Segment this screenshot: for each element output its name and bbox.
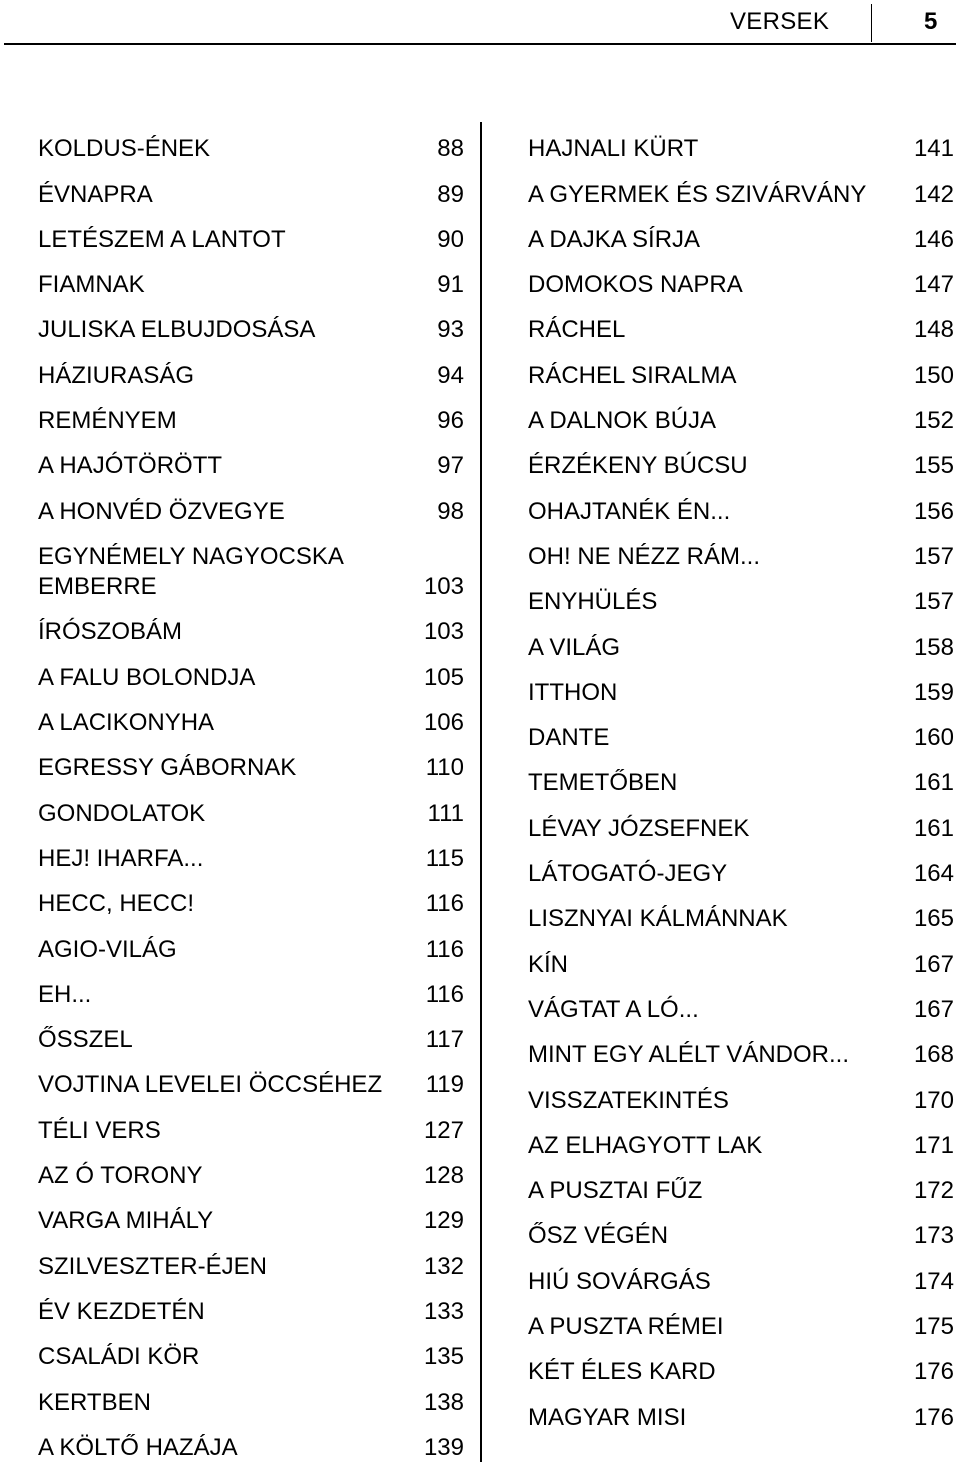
toc-entry-page: 157 xyxy=(913,542,954,570)
toc-entry-page: 141 xyxy=(913,135,954,163)
toc-entry-title: REMÉNYEM xyxy=(38,407,177,435)
toc-entry-page: 160 xyxy=(913,724,954,752)
toc-entry-title: AGIO-VILÁG xyxy=(38,935,177,963)
toc-entry-page: 161 xyxy=(913,814,954,842)
toc-entry[interactable] xyxy=(38,391,464,436)
toc-entry[interactable] xyxy=(528,164,954,209)
toc-entry-title: LISZNYAI KÁLMÁNNAK xyxy=(528,905,788,933)
toc-entry-title: ÉVNAPRA xyxy=(38,180,153,208)
toc-entry-title: DOMOKOS NAPRA xyxy=(528,271,743,299)
toc-entry-page: 129 xyxy=(423,1207,464,1235)
toc-entry[interactable] xyxy=(38,874,464,919)
toc-entry[interactable] xyxy=(528,617,954,662)
toc-entry-title: ŐSSZEL xyxy=(38,1026,133,1054)
toc-entry-title: KERTBEN xyxy=(38,1388,151,1416)
toc-entry-page: 91 xyxy=(437,271,464,299)
toc-entry-title: A PUSZTA RÉMEI xyxy=(528,1313,724,1341)
toc-entry-title: DANTE xyxy=(528,724,610,752)
toc-entry-title: LÁTOGATÓ-JEGY xyxy=(528,860,728,888)
toc-entry-title: ENYHÜLÉS xyxy=(528,588,658,616)
toc-entry[interactable] xyxy=(528,300,954,345)
toc-entry-title: ŐSZ VÉGÉN xyxy=(528,1222,669,1250)
toc-entry-title: MAGYAR MISI xyxy=(528,1403,687,1431)
toc-entry[interactable] xyxy=(38,481,464,526)
toc-entry-page: 110 xyxy=(425,754,464,782)
toc-entry-title: EGYNÉMELY NAGYOCSKA EMBERRE xyxy=(38,543,344,601)
toc-entry-page: 117 xyxy=(425,1026,464,1054)
toc-entry-title: ITTHON xyxy=(528,678,618,706)
toc-entry-title: HAJNALI KÜRT xyxy=(528,135,699,163)
toc-entry-page: 119 xyxy=(425,1071,464,1099)
toc-entry-title: VÁGTAT A LÓ... xyxy=(528,995,699,1023)
toc-entry-title: KOLDUS-ÉNEK xyxy=(38,135,211,163)
toc-entry-page: 139 xyxy=(423,1433,464,1461)
toc-entry-title: A DAJKA SÍRJA xyxy=(528,225,701,253)
toc-entry[interactable] xyxy=(528,844,954,889)
toc-entry-page: 97 xyxy=(437,452,464,480)
toc-entry-title: SZILVESZTER-ÉJEN xyxy=(38,1252,267,1280)
toc-entry-page: 93 xyxy=(437,316,464,344)
toc-entry[interactable] xyxy=(38,1282,464,1327)
toc-entry[interactable] xyxy=(528,798,954,843)
toc-entry-page: 171 xyxy=(913,1131,954,1159)
toc-entry[interactable] xyxy=(38,164,464,209)
toc-entry-page: 174 xyxy=(913,1267,954,1295)
toc-entry-page: 176 xyxy=(913,1403,954,1431)
toc-entry-page: 142 xyxy=(913,180,954,208)
toc-entry[interactable] xyxy=(528,1387,954,1432)
toc-entry-page: 103 xyxy=(423,573,464,601)
toc-entry-title: HECC, HECC! xyxy=(38,890,195,918)
toc-entry-page: 111 xyxy=(427,799,464,827)
toc-entry[interactable] xyxy=(38,738,464,783)
toc-entry-page: 88 xyxy=(437,135,464,163)
toc-entry-page: 173 xyxy=(913,1222,954,1250)
toc-entry-page: 133 xyxy=(423,1297,464,1325)
section-title: VERSEK xyxy=(730,8,830,35)
toc-entry-title: A GYERMEK ÉS SZIVÁRVÁNY xyxy=(528,180,867,208)
toc-entry-title: TEMETŐBEN xyxy=(528,769,678,797)
toc-entry[interactable] xyxy=(528,708,954,753)
toc-entry[interactable] xyxy=(528,436,954,481)
toc-entry-title: VISSZATEKINTÉS xyxy=(528,1086,729,1114)
toc-entry-page: 94 xyxy=(437,361,464,389)
toc-entry-title: OH! NE NÉZZ RÁM... xyxy=(528,542,761,570)
page-header xyxy=(0,0,960,46)
toc-entry-page: 135 xyxy=(423,1343,464,1371)
toc-entry-title: TÉLI VERS xyxy=(38,1116,161,1144)
toc-entry[interactable] xyxy=(528,1025,954,1070)
toc-entry-title: ÉRZÉKENY BÚCSU xyxy=(528,452,748,480)
toc-entry-page: 165 xyxy=(913,905,954,933)
toc-entry-page: 152 xyxy=(913,407,954,435)
toc-entry-title: A LACIKONYHA xyxy=(38,709,215,737)
toc-entry-page: 157 xyxy=(913,588,954,616)
toc-entry-title: A VILÁG xyxy=(528,633,621,661)
toc-entry-page: 128 xyxy=(423,1162,464,1190)
toc-entry-page: 158 xyxy=(913,633,954,661)
toc-entry-page: 146 xyxy=(913,225,954,253)
toc-entry[interactable] xyxy=(528,980,954,1025)
toc-entry[interactable] xyxy=(528,1342,954,1387)
toc-entry-title: KÍN xyxy=(528,950,569,978)
toc-entry-page: 103 xyxy=(423,618,464,646)
toc-entry[interactable] xyxy=(38,119,464,164)
column-divider xyxy=(480,122,482,1462)
toc-entry-page: 98 xyxy=(437,497,464,525)
toc-entry[interactable] xyxy=(528,889,954,934)
toc-entry-title: VARGA MIHÁLY xyxy=(38,1207,214,1235)
toc-entry-title: A HONVÉD ÖZVEGYE xyxy=(38,497,285,525)
toc-entry-title: HEJ! IHARFA... xyxy=(38,844,204,872)
toc-entry[interactable] xyxy=(528,345,954,390)
toc-entry-title: RÁCHEL SIRALMA xyxy=(528,361,737,389)
toc-entry-page: 106 xyxy=(423,709,464,737)
toc-column-right xyxy=(528,119,954,1433)
toc-entry[interactable] xyxy=(528,572,954,617)
toc-entry-title: ÉV KEZDETÉN xyxy=(38,1297,205,1325)
toc-entry-title: VOJTINA LEVELEI ÖCCSÉHEZ xyxy=(38,1071,383,1099)
toc-entry-page: 167 xyxy=(913,995,954,1023)
toc-entry-page: 138 xyxy=(423,1388,464,1416)
toc-entry[interactable] xyxy=(38,300,464,345)
toc-entry[interactable] xyxy=(528,527,954,572)
toc-entry[interactable] xyxy=(528,1251,954,1296)
toc-entry-page: 90 xyxy=(437,225,464,253)
toc-entry-title: A DALNOK BÚJA xyxy=(528,407,717,435)
toc-entry[interactable] xyxy=(38,210,464,255)
toc-entry-page: 150 xyxy=(913,361,954,389)
toc-entry[interactable] xyxy=(528,1297,954,1342)
toc-entry[interactable] xyxy=(38,1100,464,1145)
toc-entry[interactable] xyxy=(38,255,464,300)
toc-entry-title: LETÉSZEM A LANTOT xyxy=(38,225,286,253)
toc-entry[interactable] xyxy=(38,1010,464,1055)
toc-entry[interactable] xyxy=(528,255,954,300)
toc-entry-page: 161 xyxy=(913,769,954,797)
toc-entry-page: 168 xyxy=(913,1041,954,1069)
toc-entry-title: AZ Ó TORONY xyxy=(38,1162,203,1190)
toc-entry[interactable] xyxy=(528,1070,954,1115)
toc-entry-page: 116 xyxy=(425,935,464,963)
toc-entry[interactable] xyxy=(38,1191,464,1236)
toc-entry-page: 116 xyxy=(425,890,464,918)
toc-entry[interactable] xyxy=(528,1161,954,1206)
toc-entry-title: HÁZIURASÁG xyxy=(38,361,195,389)
toc-entry[interactable] xyxy=(38,829,464,874)
toc-entry[interactable] xyxy=(528,481,954,526)
toc-entry[interactable] xyxy=(528,1206,954,1251)
toc-entry-page: 132 xyxy=(423,1252,464,1280)
toc-entry-page: 156 xyxy=(913,497,954,525)
toc-entry-page: 116 xyxy=(425,980,464,1008)
toc-entry-page: 170 xyxy=(913,1086,954,1114)
toc-entry-page: 147 xyxy=(913,271,954,299)
toc-entry[interactable] xyxy=(38,1146,464,1191)
toc-entry-page: 172 xyxy=(913,1177,954,1205)
toc-entry-title: RÁCHEL xyxy=(528,316,626,344)
toc-entry-title: GONDOLATOK xyxy=(38,799,206,827)
toc-entry-page: 167 xyxy=(913,950,954,978)
toc-entry[interactable] xyxy=(38,693,464,738)
toc-entry[interactable] xyxy=(38,965,464,1010)
toc-entry[interactable] xyxy=(38,1327,464,1372)
page-number: 5 xyxy=(924,8,938,35)
toc-entry[interactable] xyxy=(38,527,464,603)
toc-entry[interactable] xyxy=(38,1236,464,1281)
toc-entry-page: 164 xyxy=(913,860,954,888)
toc-entry-page: 176 xyxy=(913,1358,954,1386)
toc-entry-page: 115 xyxy=(425,844,464,872)
toc-entry[interactable] xyxy=(528,1116,954,1161)
toc-entry-title: FIAMNAK xyxy=(38,271,145,299)
toc-entry[interactable] xyxy=(38,436,464,481)
toc-entry-title: KÉT ÉLES KARD xyxy=(528,1358,716,1386)
toc-entry[interactable] xyxy=(38,1418,464,1463)
toc-entry[interactable] xyxy=(38,602,464,647)
toc-entry-page: 159 xyxy=(913,678,954,706)
toc-entry-title: A HAJÓTÖRÖTT xyxy=(38,452,223,480)
toc-entry[interactable] xyxy=(38,919,464,964)
toc-entry[interactable] xyxy=(528,753,954,798)
toc-entry-page: 148 xyxy=(913,316,954,344)
toc-entry[interactable] xyxy=(38,647,464,692)
toc-entry-page: 155 xyxy=(913,452,954,480)
toc-entry-title: A FALU BOLONDJA xyxy=(38,663,256,691)
toc-entry-title: LÉVAY JÓZSEFNEK xyxy=(528,814,750,842)
toc-entry[interactable] xyxy=(528,663,954,708)
toc-entry-page: 175 xyxy=(913,1313,954,1341)
toc-entry-title: JULISKA ELBUJDOSÁSA xyxy=(38,316,316,344)
toc-entry[interactable] xyxy=(38,1055,464,1100)
toc-entry[interactable] xyxy=(528,934,954,979)
toc-entry[interactable] xyxy=(528,210,954,255)
toc-entry-title: OHAJTANÉK ÉN... xyxy=(528,497,731,525)
toc-entry-title: EH... xyxy=(38,980,92,1008)
toc-column-left xyxy=(38,119,464,1463)
header-rule xyxy=(4,43,956,45)
toc-entry-title: HIÚ SOVÁRGÁS xyxy=(528,1267,711,1295)
toc-entry-title: MINT EGY ALÉLT VÁNDOR... xyxy=(528,1041,849,1069)
toc-entry-title: ÍRÓSZOBÁM xyxy=(38,618,183,646)
toc-entry-title: CSALÁDI KÖR xyxy=(38,1343,200,1371)
toc-entry-title: A PUSZTAI FŰZ xyxy=(528,1177,703,1205)
toc-entry[interactable] xyxy=(38,345,464,390)
toc-entry-page: 105 xyxy=(423,663,464,691)
toc-entry-title: A KÖLTŐ HAZÁJA xyxy=(38,1433,238,1461)
toc-entry[interactable] xyxy=(528,119,954,164)
header-separator xyxy=(871,4,872,42)
toc-entry-title: AZ ELHAGYOTT LAK xyxy=(528,1131,763,1159)
toc-entry[interactable] xyxy=(38,783,464,828)
toc-entry-page: 96 xyxy=(437,407,464,435)
toc-entry-page: 127 xyxy=(423,1116,464,1144)
toc-entry[interactable] xyxy=(528,391,954,436)
toc-entry-page: 89 xyxy=(437,180,464,208)
toc-entry[interactable] xyxy=(38,1372,464,1417)
toc-entry-title: EGRESSY GÁBORNAK xyxy=(38,754,297,782)
